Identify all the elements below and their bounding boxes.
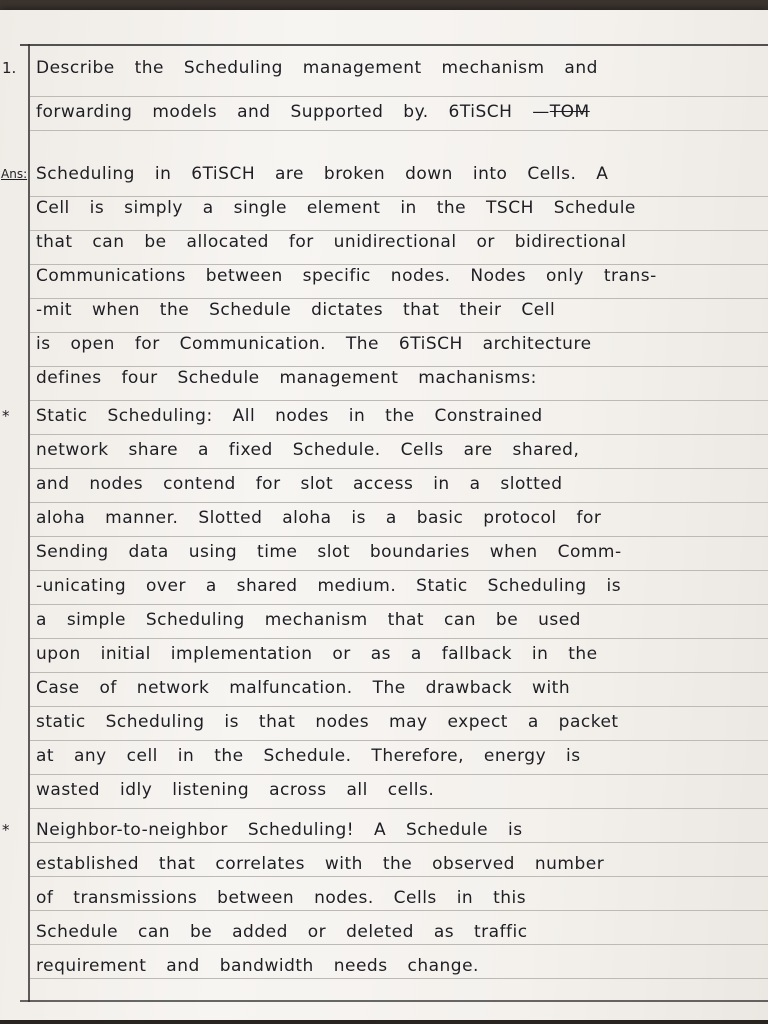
answer-line: Communications between specific nodes. Nodes only trans-: [36, 266, 657, 286]
ruled-line: [30, 264, 768, 265]
ruled-line: [30, 638, 768, 639]
answer-line: is open for Communication. The 6TiSCH architecture: [36, 334, 592, 354]
answer-line: Neighbor-to-neighbor Scheduling! A Schedule is: [36, 820, 523, 840]
question-number: 1.: [2, 59, 17, 77]
ruled-line: [30, 570, 768, 571]
answer-line: requirement and bandwidth needs change.: [36, 956, 479, 976]
ruled-line: [30, 604, 768, 605]
ruled-line: [30, 842, 768, 843]
answer-line: defines four Schedule management machanisms:: [36, 368, 537, 388]
ruled-line: [30, 536, 768, 537]
ruled-line: [30, 332, 768, 333]
answer-line: upon initial implementation or as a fallback in the: [36, 644, 598, 664]
page-top-rule: [20, 44, 768, 46]
ruled-line: [30, 196, 768, 197]
answer-line: Schedule can be added or deleted as traffic: [36, 922, 528, 942]
answer-line: and nodes contend for slot access in a slotted: [36, 474, 563, 494]
ruled-line: [30, 876, 768, 877]
answer-line: aloha manner. Slotted aloha is a basic protocol for: [36, 508, 602, 528]
answer-line: static Scheduling is that nodes may expect a packet: [36, 712, 619, 732]
ruled-line: [30, 468, 768, 469]
ruled-line: [30, 400, 768, 401]
question-line-text: forwarding models and Supported by. 6TiSCH —: [36, 102, 550, 122]
ruled-line: [30, 978, 768, 979]
ruled-line: [30, 808, 768, 809]
answer-line: of transmissions between nodes. Cells in this: [36, 888, 527, 908]
answer-line: Cell is simply a single element in the TSCH Schedule: [36, 198, 636, 218]
ruled-line: [30, 944, 768, 945]
answer-line: -mit when the Schedule dictates that their Cell: [36, 300, 556, 320]
answer-label: Ans:: [1, 167, 28, 181]
ruled-line: [30, 366, 768, 367]
page-bottom-rule: [20, 1000, 768, 1002]
ruled-line: [30, 502, 768, 503]
question-line: [36, 102, 768, 122]
ruled-line: [30, 706, 768, 707]
answer-line: network share a fixed Schedule. Cells are shared,: [36, 440, 580, 460]
answer-line: a simple Scheduling mechanism that can be used: [36, 610, 581, 630]
ruled-line: [30, 910, 768, 911]
bullet-star: *: [2, 407, 10, 425]
notebook-page: [0, 10, 768, 1020]
ruled-line: [30, 672, 768, 673]
answer-line: Case of network malfuncation. The drawback with: [36, 678, 571, 698]
bullet-star: *: [2, 821, 10, 839]
ruled-line: [30, 298, 768, 299]
margin-line: [28, 44, 30, 1002]
answer-line: Scheduling in 6TiSCH are broken down into Cells. A: [36, 164, 609, 184]
ruled-line: [30, 434, 768, 435]
answer-line: at any cell in the Schedule. Therefore, energy is: [36, 746, 581, 766]
ruled-line: [30, 96, 768, 97]
ruled-line: [30, 230, 768, 231]
question-line: Describe the Scheduling management mechanism and: [36, 58, 598, 78]
ruled-line: [30, 740, 768, 741]
struck-word: TOM: [549, 102, 590, 122]
answer-line: established that correlates with the observed number: [36, 854, 605, 874]
ruled-line: [30, 774, 768, 775]
answer-line: -unicating over a shared medium. Static Scheduling is: [36, 576, 622, 596]
answer-line: Sending data using time slot boundaries when Comm-: [36, 542, 622, 562]
answer-line: wasted idly listening across all cells.: [36, 780, 435, 800]
answer-line: that can be allocated for unidirectional or bidirectional: [36, 232, 627, 252]
ruled-line: [30, 130, 768, 131]
answer-line: Static Scheduling: All nodes in the Constrained: [36, 406, 543, 426]
